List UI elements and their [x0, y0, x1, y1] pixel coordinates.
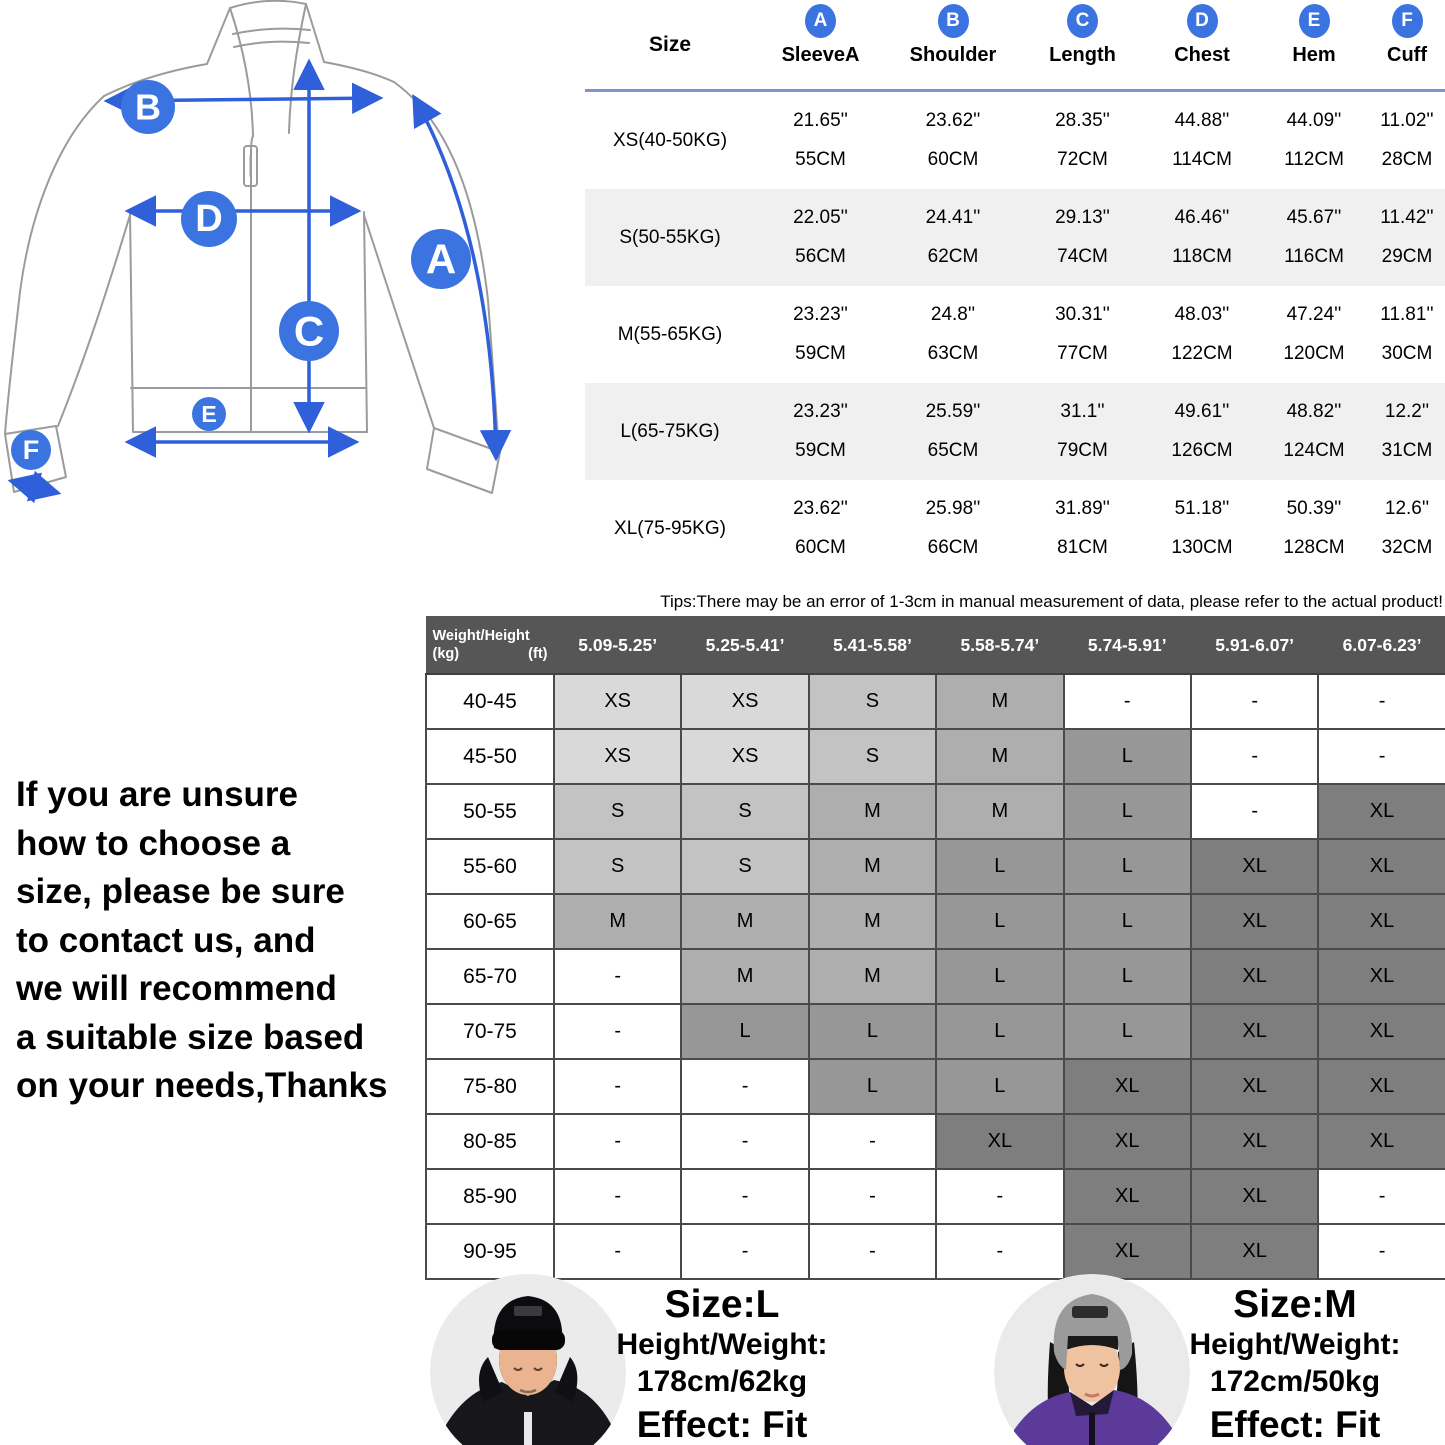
kg-unit: (kg)	[432, 646, 460, 662]
fit-cell: M	[681, 894, 808, 949]
letter-d-badge: D	[1187, 4, 1218, 38]
weight-range: 90-95	[426, 1224, 554, 1279]
letter-a-badge: A	[805, 4, 836, 38]
size-row-s	[585, 189, 1445, 286]
fit-cell: M	[936, 674, 1063, 729]
fit-cell: XS	[554, 729, 681, 784]
size-header-label: Size	[648, 32, 692, 56]
size-name: XS(40-50KG)	[612, 129, 728, 151]
size-table-header	[585, 0, 1445, 92]
weight-range: 60-65	[426, 894, 554, 949]
size-cell: 46.46'' 118CM	[1172, 206, 1232, 268]
fit-row	[426, 1004, 1445, 1059]
size-cell: 28.35'' 72CM	[1055, 109, 1110, 171]
note-line: to contact us, and	[16, 920, 316, 960]
size-cell: 48.03'' 122CM	[1171, 303, 1233, 365]
fit-cell: -	[1318, 729, 1445, 784]
fit-cell: -	[809, 1224, 936, 1279]
note-line: a suitable size based	[16, 1017, 365, 1057]
size-cell: 47.24'' 120CM	[1283, 303, 1345, 365]
male-model-info	[555, 1283, 889, 1445]
fit-row	[426, 1059, 1445, 1114]
sizing-advice-note	[16, 771, 430, 1111]
fit-cell: -	[809, 1114, 936, 1169]
size-cell: 50.39'' 128CM	[1283, 497, 1345, 559]
weight-range: 40-45	[426, 674, 554, 729]
fit-cell: XS	[681, 729, 808, 784]
label-b: B	[135, 86, 161, 128]
female-model-info	[1128, 1283, 1445, 1445]
fit-cell: -	[1191, 729, 1318, 784]
fit-cell: S	[681, 784, 808, 839]
column-label: Hem	[1292, 44, 1336, 66]
note-line: how to choose a	[16, 823, 291, 863]
fit-row	[426, 1169, 1445, 1224]
fit-matrix-corner	[426, 617, 554, 675]
fit-cell: -	[554, 1224, 681, 1279]
size-cell: 23.62'' 60CM	[925, 109, 981, 171]
fit-cell: XL	[1318, 839, 1445, 894]
fit-cell: XL	[1064, 1059, 1191, 1114]
size-cell: 12.6'' 32CM	[1381, 497, 1433, 559]
fit-cell: XL	[1064, 1224, 1191, 1279]
fit-cell: L	[1064, 1004, 1191, 1059]
size-cell: 44.09'' 112CM	[1284, 109, 1344, 171]
fit-row	[426, 1114, 1445, 1169]
fit-cell: XL	[1064, 1114, 1191, 1169]
fit-row	[426, 1224, 1445, 1279]
fit-cell: -	[681, 1059, 808, 1114]
size-cell: 24.8'' 63CM	[927, 303, 979, 365]
fit-cell: XL	[1191, 949, 1318, 1004]
height-column: 5.91-6.07’	[1191, 617, 1318, 675]
height-column: 5.58-5.74’	[936, 617, 1063, 675]
note-line: size, please be sure	[16, 872, 345, 911]
fit-cell: S	[554, 839, 681, 894]
fit-cell: -	[681, 1114, 808, 1169]
fit-cell: XS	[681, 674, 808, 729]
label-a: A	[425, 235, 457, 283]
fit-cell: -	[1191, 674, 1318, 729]
size-cell: 24.41'' 62CM	[925, 206, 981, 268]
fit-cell: S	[554, 784, 681, 839]
letter-f-badge: F	[1392, 4, 1423, 38]
fit-cell: -	[681, 1169, 808, 1224]
size-cell: 11.81'' 30CM	[1380, 303, 1434, 365]
weight-range: 65-70	[426, 949, 554, 1004]
fit-cell: S	[681, 839, 808, 894]
fit-cell: -	[554, 1059, 681, 1114]
size-cell: 31.1'' 79CM	[1057, 400, 1108, 462]
fit-cell: -	[936, 1224, 1063, 1279]
label-e: E	[201, 401, 217, 427]
fit-cell: M	[809, 949, 936, 1004]
model-hw-value: 178cm/62kg	[636, 1365, 808, 1398]
fit-cell: M	[554, 894, 681, 949]
height-column: 5.09-5.25’	[554, 617, 681, 675]
size-cell: 25.59'' 65CM	[925, 400, 981, 462]
fit-cell: XL	[1191, 839, 1318, 894]
weight-range: 85-90	[426, 1169, 554, 1224]
fit-cell: M	[809, 839, 936, 894]
size-name: M(55-65KG)	[617, 323, 723, 345]
size-cell: 51.18'' 130CM	[1171, 497, 1233, 559]
size-row-l	[585, 383, 1445, 480]
fit-cell: XL	[1191, 1059, 1318, 1114]
fit-cell: L	[1064, 729, 1191, 784]
model-size: Size:M	[1233, 1283, 1357, 1326]
fit-row	[426, 949, 1445, 1004]
fit-cell: -	[554, 1169, 681, 1224]
fit-cell: L	[936, 839, 1063, 894]
size-cell: 25.98'' 66CM	[925, 497, 981, 559]
fit-cell: L	[809, 1059, 936, 1114]
size-cell: 44.88'' 114CM	[1172, 109, 1232, 171]
fit-cell: -	[1318, 1224, 1445, 1279]
fit-cell: XS	[554, 674, 681, 729]
size-cell: 22.05'' 56CM	[793, 206, 848, 268]
size-measurements-table	[585, 0, 1445, 577]
size-cell: 11.42'' 29CM	[1380, 206, 1434, 268]
fit-row	[426, 784, 1445, 839]
size-name: L(65-75KG)	[620, 420, 720, 442]
fit-cell: S	[809, 729, 936, 784]
letter-e-badge: E	[1299, 4, 1330, 38]
fit-row	[426, 839, 1445, 894]
column-length	[1020, 0, 1145, 89]
corner-title: Weight/Height	[432, 628, 530, 644]
column-label: Chest	[1174, 44, 1230, 66]
fit-cell: XL	[1318, 784, 1445, 839]
fit-cell: -	[1191, 784, 1318, 839]
fit-cell: L	[936, 1059, 1063, 1114]
weight-range: 45-50	[426, 729, 554, 784]
size-cell: 23.23'' 59CM	[793, 400, 848, 462]
weight-height-fit-matrix	[425, 616, 1445, 1280]
column-cuff	[1369, 0, 1445, 89]
size-row-xl	[585, 480, 1445, 577]
fit-cell: M	[809, 784, 936, 839]
label-f: F	[22, 435, 40, 465]
note-line: we will recommend	[16, 969, 337, 1008]
fit-cell: -	[1318, 674, 1445, 729]
model-hw-value: 172cm/50kg	[1209, 1365, 1381, 1398]
fit-cell: -	[809, 1169, 936, 1224]
note-line: on your needs,Thanks	[16, 1066, 388, 1105]
fit-cell: -	[1318, 1169, 1445, 1224]
column-label: Shoulder	[909, 44, 997, 66]
column-chest	[1145, 0, 1259, 89]
fit-row	[426, 894, 1445, 949]
fit-cell: XL	[1318, 894, 1445, 949]
model-effect: Effect: Fit	[636, 1404, 808, 1445]
fit-cell: S	[809, 674, 936, 729]
size-cell: 21.65'' 55CM	[793, 109, 848, 171]
size-name: S(50-55KG)	[619, 226, 721, 248]
model-hw-label: Height/Weight:	[616, 1328, 828, 1361]
fit-matrix-header	[426, 617, 1445, 675]
weight-range: 55-60	[426, 839, 554, 894]
label-c: C	[293, 307, 325, 355]
size-cell: 31.89'' 81CM	[1055, 497, 1110, 559]
weight-range: 50-55	[426, 784, 554, 839]
measurement-tips: Tips:There may be an error of 1-3cm in manual measurement of data, please refer to the actual product!	[660, 592, 1443, 611]
size-cell: 12.2'' 31CM	[1381, 400, 1433, 462]
letter-c-badge: C	[1067, 4, 1098, 38]
column-label: Length	[1049, 44, 1116, 66]
weight-range: 80-85	[426, 1114, 554, 1169]
fit-cell: M	[809, 894, 936, 949]
size-cell: 23.23'' 59CM	[793, 303, 848, 365]
note-line: If you are unsure	[16, 775, 299, 814]
size-name: XL(75-95KG)	[614, 517, 726, 539]
size-cell: 29.13'' 74CM	[1055, 206, 1110, 268]
column-hem	[1259, 0, 1369, 89]
size-cell: 48.82'' 124CM	[1283, 400, 1345, 462]
fit-cell: L	[809, 1004, 936, 1059]
model-size: Size:L	[664, 1283, 780, 1326]
fit-row	[426, 674, 1445, 729]
fit-cell: M	[936, 784, 1063, 839]
fit-cell: XL	[1191, 1004, 1318, 1059]
column-label: Cuff	[1387, 44, 1427, 66]
height-column: 5.25-5.41’	[681, 617, 808, 675]
letter-b-badge: B	[938, 4, 969, 38]
fit-cell: XL	[1191, 1114, 1318, 1169]
fit-cell: XL	[1318, 1004, 1445, 1059]
fit-cell: -	[554, 1114, 681, 1169]
fit-cell: XL	[1191, 1224, 1318, 1279]
size-cell: 30.31'' 77CM	[1055, 303, 1110, 365]
fit-cell: XL	[1318, 1114, 1445, 1169]
fit-cell: -	[681, 1224, 808, 1279]
fit-cell: XL	[1191, 1169, 1318, 1224]
fit-cell: XL	[936, 1114, 1063, 1169]
ft-unit: (ft)	[528, 646, 548, 662]
fit-cell: -	[554, 1004, 681, 1059]
fit-cell: XL	[1064, 1169, 1191, 1224]
fit-cell: M	[936, 729, 1063, 784]
label-d: D	[195, 198, 223, 240]
size-cell: 49.61'' 126CM	[1171, 400, 1233, 462]
fit-cell: XL	[1318, 949, 1445, 1004]
fit-cell: L	[1064, 839, 1191, 894]
size-cell: 23.62'' 60CM	[793, 497, 848, 559]
fit-cell: L	[1064, 784, 1191, 839]
fit-row	[426, 729, 1445, 784]
jacket-measurement-diagram	[0, 0, 590, 520]
fit-cell: L	[936, 894, 1063, 949]
size-row-m	[585, 286, 1445, 383]
fit-cell: -	[554, 949, 681, 1004]
height-column: 5.41-5.58’	[809, 617, 936, 675]
column-shoulder	[886, 0, 1020, 89]
column-label: SleeveA	[781, 44, 860, 66]
height-column: 6.07-6.23’	[1318, 617, 1445, 675]
size-row-xs	[585, 92, 1445, 189]
fit-cell: XL	[1318, 1059, 1445, 1114]
fit-cell: L	[1064, 894, 1191, 949]
height-column: 5.74-5.91’	[1064, 617, 1191, 675]
weight-range: 75-80	[426, 1059, 554, 1114]
measurement-labels	[11, 80, 471, 470]
fit-cell: -	[1064, 674, 1191, 729]
fit-cell: L	[936, 1004, 1063, 1059]
size-cell: 45.67'' 116CM	[1284, 206, 1344, 268]
fit-cell: M	[681, 949, 808, 1004]
fit-cell: L	[936, 949, 1063, 1004]
weight-range: 70-75	[426, 1004, 554, 1059]
fit-cell: XL	[1191, 894, 1318, 949]
fit-cell: L	[681, 1004, 808, 1059]
fit-cell: -	[936, 1169, 1063, 1224]
model-hw-label: Height/Weight:	[1189, 1328, 1401, 1361]
fit-cell: L	[1064, 949, 1191, 1004]
size-cell: 11.02'' 28CM	[1380, 109, 1434, 171]
column-sleeve	[755, 0, 886, 89]
model-effect: Effect: Fit	[1209, 1404, 1381, 1445]
